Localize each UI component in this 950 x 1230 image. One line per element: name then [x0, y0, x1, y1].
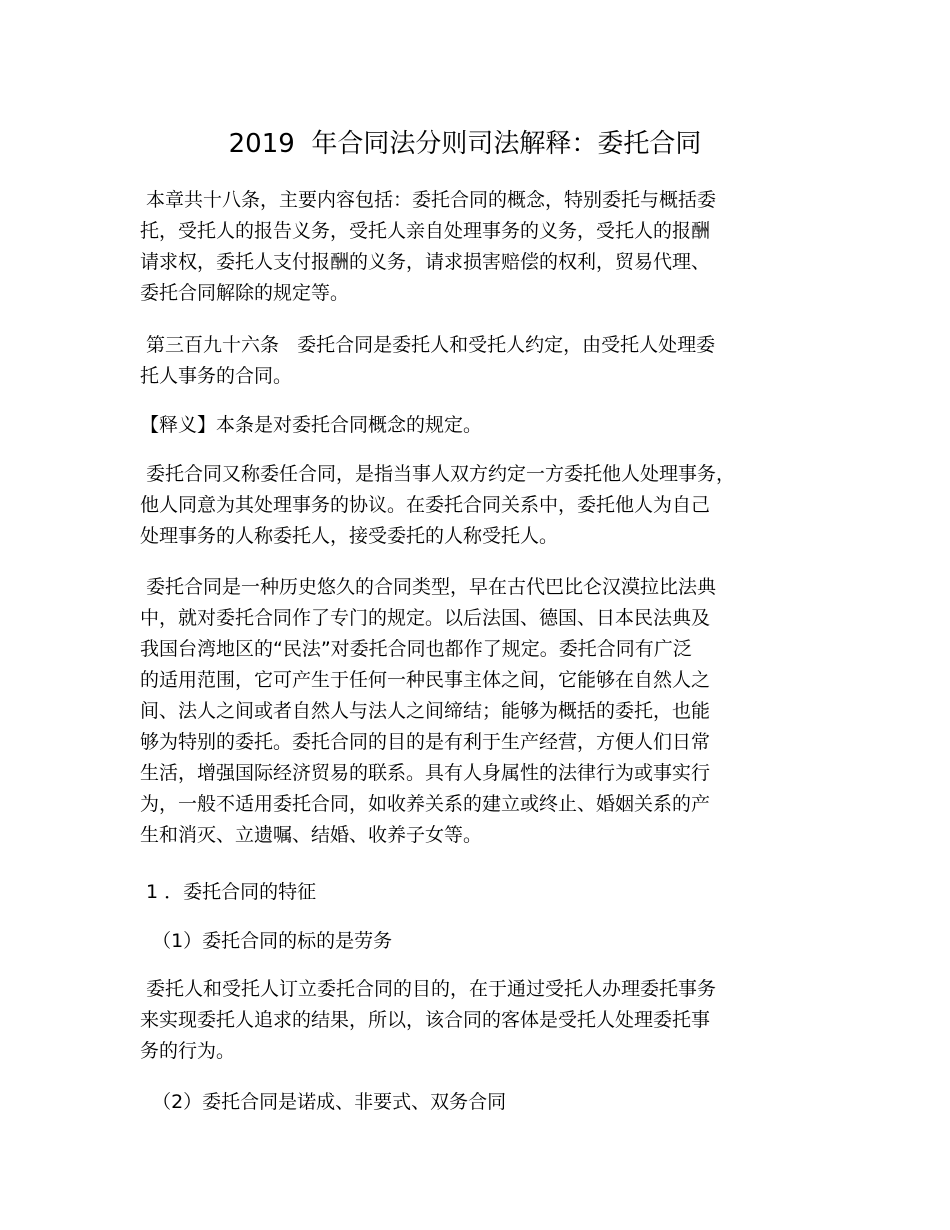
- paragraph-object: [140, 974, 790, 1067]
- text-line: 够为特别的委托。委托合同的目的是有利于生产经营，方便人们日常: [140, 731, 711, 753]
- text-line: 来实现委托人追求的结果，所以，该合同的客体是受托人处理委托事: [140, 1009, 711, 1031]
- text-line: 本章共十八条，主要内容包括：委托合同的概念，特别委托与概括委: [140, 189, 717, 211]
- text-line: 的适用范围，它可产生于任何一种民事主体之间，它能够在自然人之: [140, 669, 711, 691]
- text-line: 中，就对委托合同作了专门的规定。以后法国、德国、日本民法典及: [140, 607, 711, 629]
- text-line: 1 ．委托合同的特征: [140, 881, 317, 903]
- text-line: （2）委托合同是诺成、非要式、双务合同: [140, 1091, 507, 1113]
- section-heading-features: [140, 877, 790, 908]
- text-line: 委托合同是一种历史悠久的合同类型，早在古代巴比仑汉漠拉比法典: [140, 576, 717, 598]
- text-line: 托人事务的合同。: [140, 365, 293, 387]
- paragraph-interpretation: [140, 410, 790, 441]
- text-line: （1）委托合同的标的是劳务: [140, 930, 393, 952]
- text-line: 我国台湾地区的“民法”对委托合同也都作了规定。委托合同有广泛: [140, 638, 692, 660]
- text-line: 生活，增强国际经济贸易的联系。具有人身属性的法律行为或事实行: [140, 762, 711, 784]
- text-line: 务的行为。: [140, 1040, 236, 1062]
- subheading-1: [140, 926, 790, 957]
- text-line: 间、法人之间或者自然人与法人之间缔结；能够为概括的委托，也能: [140, 700, 711, 722]
- text-line: 请求权，委托人支付报酬的义务，请求损害赔偿的权利，贸易代理、: [140, 251, 711, 273]
- text-line: 托，受托人的报告义务，受托人亲自处理事务的义务，受托人的报酬: [140, 220, 711, 242]
- paragraph-definition: [140, 459, 790, 552]
- text-line: 生和消灭、立遗嘱、结婚、收养子女等。: [140, 824, 483, 846]
- text-line: 处理事务的人称委托人，接受委托的人称受托人。: [140, 525, 559, 547]
- paragraph-history: [140, 572, 790, 851]
- text-line: 【释义】本条是对委托合同概念的规定。: [140, 414, 483, 436]
- text-line: 第三百九十六条 委托合同是委托人和受托人约定，由受托人处理委: [140, 334, 716, 356]
- paragraph-article-396: [140, 330, 790, 392]
- document-title: 2019 年合同法分则司法解释：委托合同: [228, 129, 702, 159]
- text-line: 委托合同解除的规定等。: [140, 282, 350, 304]
- subheading-2: [140, 1087, 790, 1118]
- text-line: 委托人和受托人订立委托合同的目的，在于通过受托人办理委托事务: [140, 978, 717, 1000]
- paragraph-chapter-intro: [140, 185, 790, 309]
- text-line: 委托合同又称委任合同，是指当事人双方约定一方委托他人处理事务，: [140, 463, 736, 485]
- text-line: 他人同意为其处理事务的协议。在委托合同关系中，委托他人为自己: [140, 494, 711, 516]
- text-line: 为，一般不适用委托合同，如收养关系的建立或终止、婚姻关系的产: [140, 793, 711, 815]
